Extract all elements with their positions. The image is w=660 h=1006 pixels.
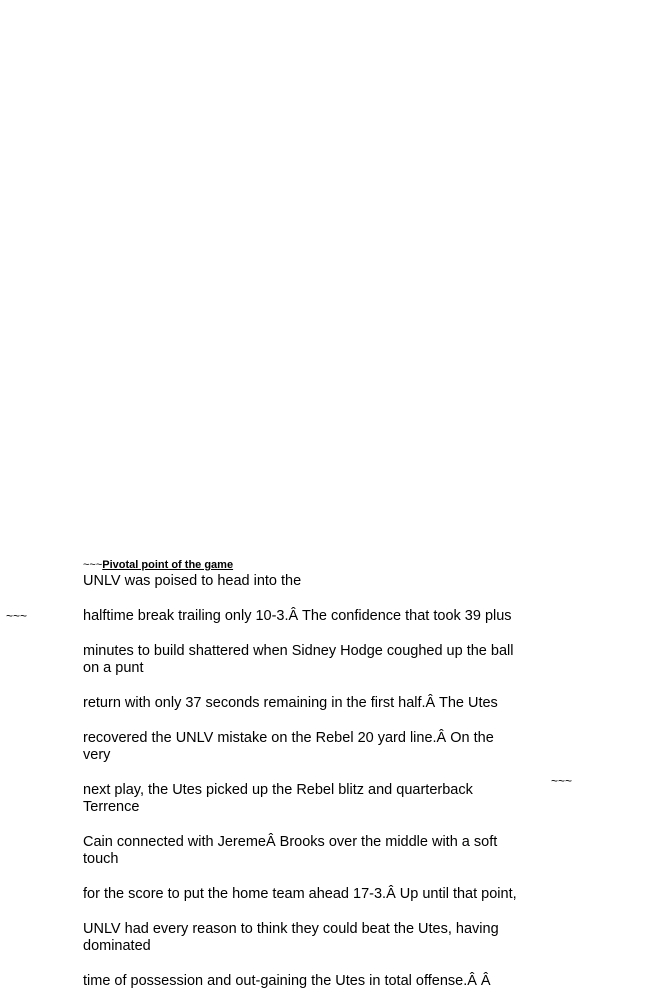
- body-line-8: for the score to put the home team ahead 17-3.Â Up until that point,: [83, 886, 517, 902]
- heading-prefix: ~~~: [83, 559, 103, 571]
- body-line-2: halftime break trailing only 10-3.Â The confidence that took 39 plus: [83, 608, 512, 624]
- body-line-3: minutes to build shattered when Sidney Hodge coughed up the ball on a punt: [83, 643, 514, 676]
- body-line-4: return with only 37 seconds remaining in the first half.Â The Utes: [83, 695, 498, 711]
- body-line-7: Cain connected with JeremeÂ Brooks over the middle with a soft touch: [83, 834, 498, 867]
- right-margin-mark: ~~~: [551, 774, 573, 788]
- body-line-9: UNLV had every reason to think they could beat the Utes, having dominated: [83, 921, 499, 954]
- heading-title: Pivotal point of the game: [102, 559, 234, 571]
- body-line-1: UNLV was poised to head into the: [83, 573, 302, 589]
- section-heading: [83, 558, 233, 572]
- left-margin-mark: ~~~: [6, 609, 28, 623]
- body-line-5: recovered the UNLV mistake on the Rebel 20 yard line.Â On the very: [83, 730, 494, 763]
- body-line-6: next play, the Utes picked up the Rebel blitz and quarterback Terrence: [83, 782, 473, 815]
- body-line-10: time of possession and out-gaining the Utes in total offense.Â Â: [83, 973, 491, 989]
